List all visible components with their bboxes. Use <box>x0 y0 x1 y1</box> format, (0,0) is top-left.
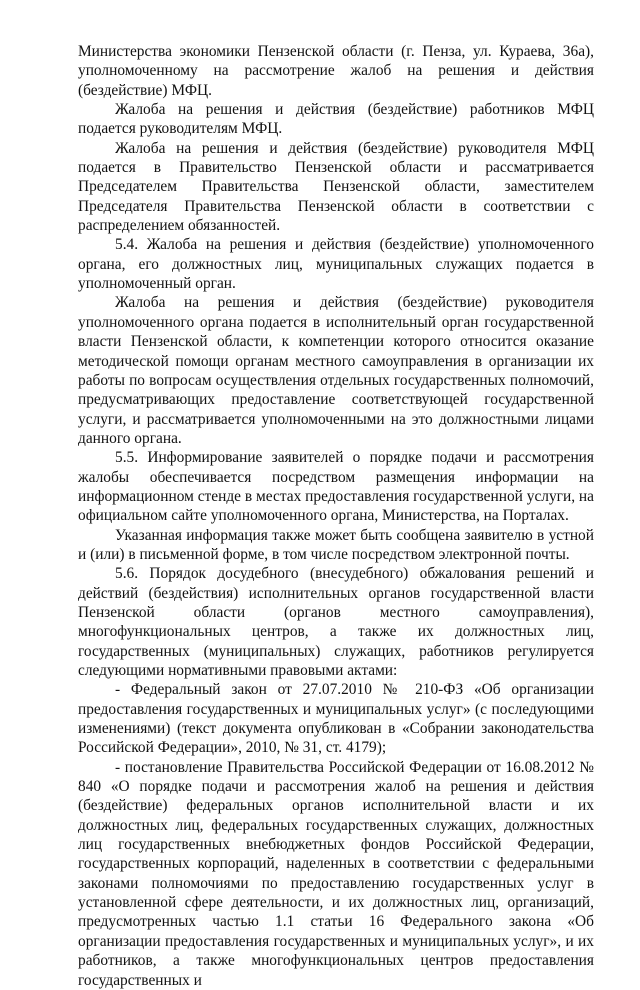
paragraph-mfc-workers-complaint: Жалоба на решения и действия (бездействие) работников МФЦ подается руководителям МФЦ. <box>78 101 594 138</box>
paragraph-5-4: 5.4. Жалоба на решения и действия (бездействие) уполномоченного органа, его должностных лиц, муниципальных служащих подается в уполномоченный орган. <box>78 236 594 293</box>
list-item-government-decree: - постановление Правительства Российской Федерации от 16.08.2012 № 840 «О порядке подачи и рассмотрения жалоб на решения и действия (бездействие) федеральных органов исполнительной власти и их должностных лиц, федеральных государственных служащих, должностных лиц государственных внебюджетных фондов Российской Федерации, государственных корпораций, наделенных в соответствии с федеральными законами полномочиями по предоставлению государственных услуг в установленной сфере деятельности, и их должностных лиц, организаций, предусмотренных частью 1.1 статьи 16 Федерального закона «Об организации предоставления государственных и муниципальных услуг», и их работников, а также многофункциональных центров предоставления государственных и <box>78 758 594 989</box>
paragraph-authority-head-complaint: Жалоба на решения и действия (бездействие) руководителя уполномоченного органа подается в исполнительный орган государственной власти Пензенской области, к компетенции которого относится оказание методической помощи органам местного самоуправления в организации их работы по вопросам осуществления отдельных государственных полномочий, предусматривающих предоставление соответствующей государственной услуги, и рассматривается уполномоченными на это должностными лицами данного органа. <box>78 294 594 447</box>
document-body <box>78 42 594 990</box>
paragraph-5-6: 5.6. Порядок досудебного (внесудебного) обжалования решений и действий (бездействия) исполнительных органов государственной власти Пензенской области (органов местного самоуправления), многофункциональных центров, а также их должностных лиц, государственных (муниципальных) служащих, работников регулируется следующими нормативными правовыми актами: <box>78 565 594 679</box>
paragraph-5-5: 5.5. Информирование заявителей о порядке подачи и рассмотрения жалобы обеспечивается посредством размещения информации на информационном стенде в местах предоставления государственной услуги, на официальном сайте уполномоченного органа, Министерства, на Порталах. <box>78 449 594 525</box>
paragraph-mfc-head-complaint: Жалоба на решения и действия (бездействие) руководителя МФЦ подается в Правительство Пензенской области и рассматривается Председателем Правительства Пензенской области, заместителем Председателя Правительства Пензенской области в соответствии с распределением обязанностей. <box>78 139 594 235</box>
paragraph-continuation: Министерства экономики Пензенской области (г. Пенза, ул. Кураева, 36а), уполномоченному на рассмотрение жалоб на решения и действия (бездействие) МФЦ. <box>78 43 594 99</box>
paragraph-oral-written-info: Указанная информация также может быть сообщена заявителю в устной и (или) в письменной форме, в том числе посредством электронной почты. <box>78 526 594 563</box>
list-item-federal-law: - Федеральный закон от 27.07.2010 № 210-ФЗ «Об организации предоставления государственных и муниципальных услуг» (с последующими изменениями) (текст документа опубликован в «Собрании законодательства Российской Федерации», 2010, № 31, ст. 4179); <box>78 681 594 757</box>
